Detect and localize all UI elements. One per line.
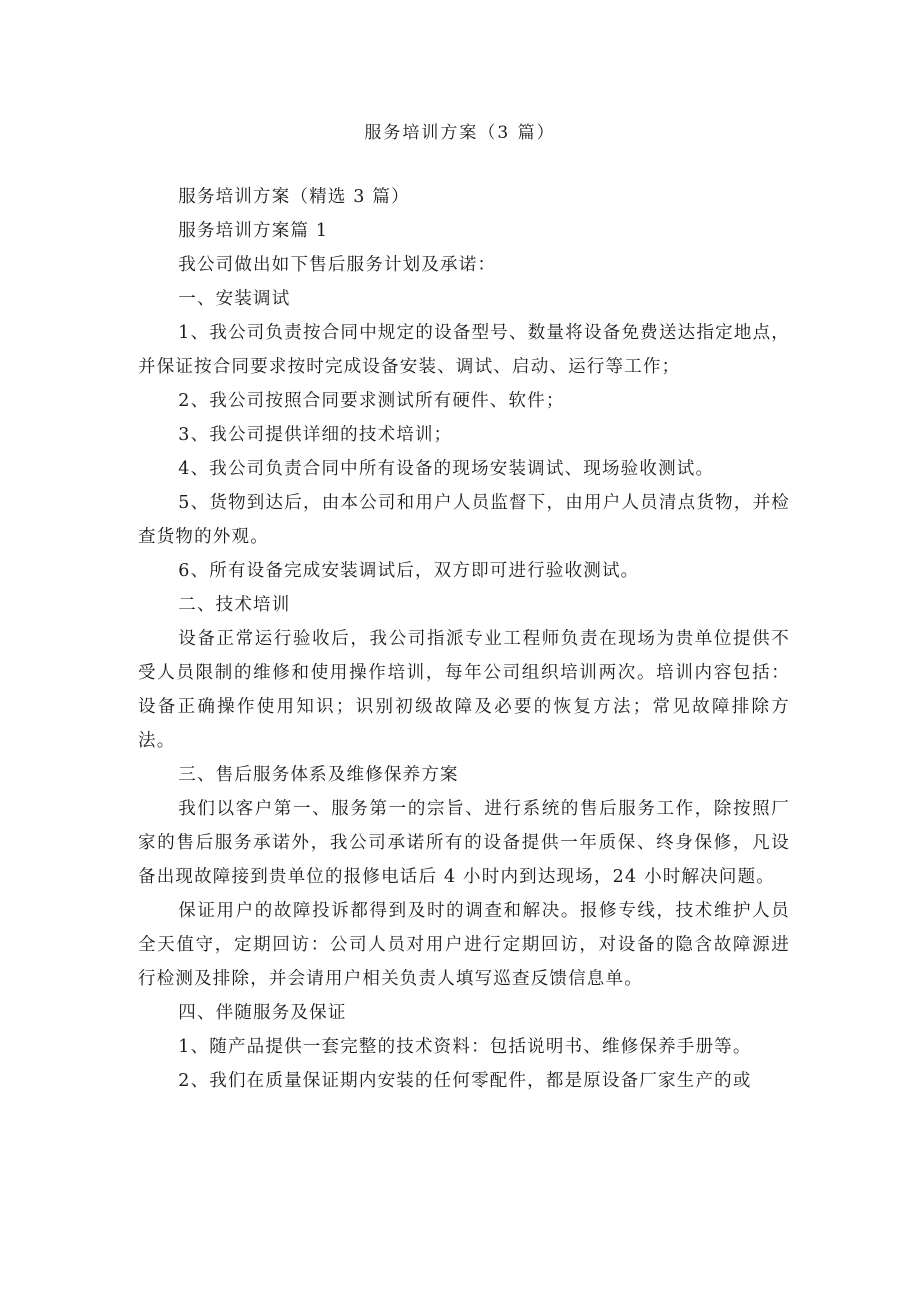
training-paragraph: 设备正常运行验收后，我公司指派专业工程师负责在现场为贵单位提供不受人员限制的维修和使用操作培训，每年公司组织培训两次。培训内容包括：设备正确操作使用知识；识别初级故障及必要的恢复方法；常见故障排除方法。 — [138, 629, 790, 751]
list-item-install-1: 1、我公司负责按合同中规定的设备型号、数量将设备免费送达指定地点，并保证按合同要求按时完成设备安装、调试、启动、运行等工作； — [138, 323, 790, 377]
section-heading-accompanying: 四、伴随服务及保证 — [178, 1003, 347, 1023]
list-item-install-4: 4、我公司负责合同中所有设备的现场安装调试、现场验收测试。 — [178, 459, 715, 479]
list-item-install-6: 6、所有设备完成安装调试后，双方即可进行验收测试。 — [178, 561, 640, 581]
list-item-accompanying-2: 2、我们在质量保证期内安装的任何零配件，都是原设备厂家生产的或 — [178, 1071, 752, 1091]
document-body — [138, 180, 790, 1098]
list-item-install-2: 2、我公司按照合同要求测试所有硬件、软件； — [178, 391, 565, 411]
section-heading-training: 二、技术培训 — [178, 595, 291, 615]
after-sales-paragraph-1: 我们以客户第一、服务第一的宗旨、进行系统的售后服务工作，除按照厂家的售后服务承诺外，我公司承诺所有的设备提供一年质保、终身保修，凡设备出现故障接到贵单位的报修电话后 4 小时内到达现场，24 小时解决问题。 — [138, 799, 790, 887]
intro-paragraph: 我公司做出如下售后服务计划及承诺： — [178, 255, 497, 275]
section-heading-install: 一、安装调试 — [178, 289, 291, 309]
subtitle-paragraph: 服务培训方案（精选 3 篇） — [178, 187, 410, 207]
after-sales-paragraph-2: 保证用户的故障投诉都得到及时的调查和解决。报修专线，技术维护人员全天值守，定期回访：公司人员对用户进行定期回访，对设备的隐含故障源进行检测及排除，并会请用户相关负责人填写巡查反馈信息单。 — [138, 901, 790, 989]
list-item-install-5: 5、货物到达后，由本公司和用户人员监督下，由用户人员清点货物，并检查货物的外观。 — [138, 493, 790, 547]
section-heading-after-sales: 三、售后服务体系及维修保养方案 — [178, 765, 459, 785]
document-title: 服务培训方案（3 篇） — [364, 123, 556, 143]
list-item-accompanying-1: 1、随产品提供一套完整的技术资料：包括说明书、维修保养手册等。 — [178, 1037, 752, 1057]
list-item-install-3: 3、我公司提供详细的技术培训； — [178, 425, 453, 445]
section-heading-chapter-1: 服务培训方案篇 1 — [178, 221, 329, 241]
